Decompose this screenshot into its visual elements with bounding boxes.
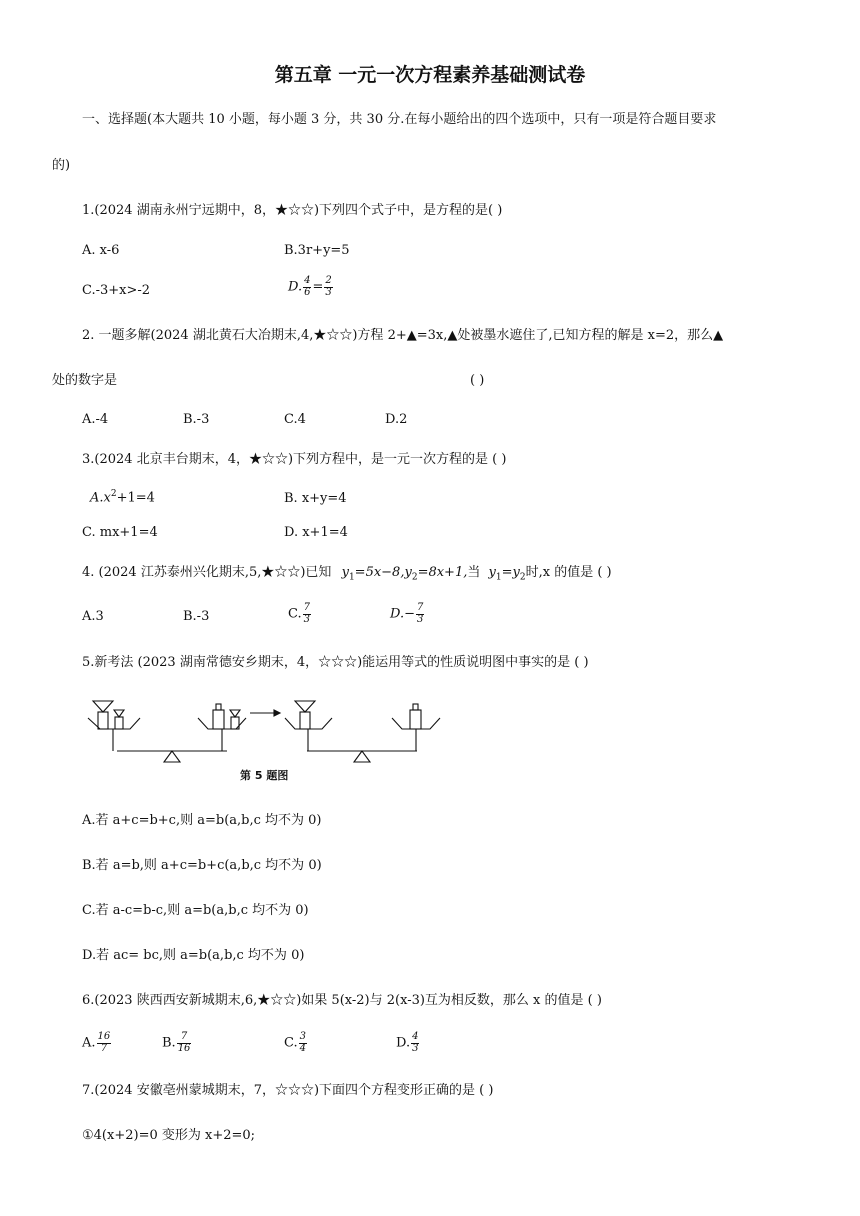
q6-c-den: 4 xyxy=(299,1042,306,1054)
q6-a-den: 7 xyxy=(100,1042,108,1054)
q3-a-rest: +1=4 xyxy=(116,490,155,506)
q2-stem-cont: 处的数字是 xyxy=(52,373,118,388)
page-title: 第五章 一元一次方程素养基础测试卷 xyxy=(274,64,586,86)
q4-post: 时,x 的值是 ( ) xyxy=(525,565,612,580)
q4-d-frac xyxy=(416,603,424,625)
q4-option-a: A.3 xyxy=(82,609,104,624)
q5-option-a: A.若 a+c=b+c,则 a=b(a,b,c 均不为 0) xyxy=(82,813,322,828)
q6-b-num: 7 xyxy=(177,1032,192,1044)
q4-y2b: y xyxy=(512,565,520,580)
q4-c-frac xyxy=(303,603,311,625)
q7-stem: 7.(2024 安徽亳州蒙城期末，7，☆☆☆)下面四个方程变形正确的是 ( ) xyxy=(82,1083,494,1098)
left-scale-drawing xyxy=(88,701,246,762)
q6-option-a xyxy=(82,1032,112,1054)
q3-a-prefix: A.x xyxy=(90,490,111,506)
q4-y2-sub: 2 xyxy=(411,572,418,583)
q1-option-d xyxy=(288,276,334,298)
q4-y1-sub: 1 xyxy=(348,572,355,583)
q6-c-frac xyxy=(299,1032,307,1054)
q6-d-den: 3 xyxy=(412,1042,419,1054)
q1-stem: 1.(2024 湖南永州宁远期中，8，★☆☆)下列四个式子中，是方程的是( ) xyxy=(82,203,503,218)
q1-d-frac1-num: 4 xyxy=(304,275,311,286)
q1-d-prefix: D. xyxy=(288,279,303,295)
q7-item-1: ①4(x+2)=0 变形为 x+2=0; xyxy=(82,1128,256,1143)
q4-c-den: 3 xyxy=(303,613,310,625)
q6-b-prefix: B. xyxy=(162,1035,176,1051)
q4-option-b: B.-3 xyxy=(183,609,210,624)
q4-y1b: y xyxy=(488,565,496,580)
section-heading-cont: 的) xyxy=(52,158,71,173)
q1-d-frac1-den: 6 xyxy=(304,286,311,298)
q6-stem: 6.(2023 陕西西安新城期末,6,★☆☆)如果 5(x-2)与 2(x-3)互为相反数，那么 x 的值是 ( ) xyxy=(82,993,602,1008)
q5-option-b: B.若 a=b,则 a+c=b+c(a,b,c 均不为 0) xyxy=(82,858,322,873)
q4-y2b-sub: 2 xyxy=(519,572,526,583)
q4-y1: y xyxy=(341,565,349,580)
section-heading: 一、选择题(本大题共 10 小题，每小题 3 分，共 30 分.在每小题给出的四个选项中，只有一项是符合题目要求 xyxy=(82,112,717,127)
q3-option-d: D. x+1=4 xyxy=(284,525,348,540)
q6-b-frac xyxy=(177,1032,192,1054)
q2-option-d: D.2 xyxy=(385,412,408,427)
q4-eq2: =8x+1, xyxy=(417,565,468,580)
q4-c-prefix: C. xyxy=(288,606,302,622)
q2-stem: 2. 一题多解(2024 湖北黄石大冶期末,4,★☆☆)方程 2+▲=3x,▲处被墨水遮住了,已知方程的解是 x=2，那么▲ xyxy=(82,328,724,343)
q5-stem: 5.新考法 (2023 湖南常德安乡期末，4，☆☆☆)能运用等式的性质说明图中事实的是 ( ) xyxy=(82,655,589,670)
q3-stem: 3.(2024 北京丰台期末，4，★☆☆)下列方程中，是一元一次方程的是 ( ) xyxy=(82,452,507,467)
q5-figure-caption: 第 5 题图 xyxy=(240,769,289,782)
q4-y2: y xyxy=(404,565,412,580)
q6-a-num: 16 xyxy=(97,1031,111,1042)
q6-a-prefix: A. xyxy=(82,1035,96,1051)
right-scale-drawing xyxy=(285,701,440,762)
q2-option-c: C.4 xyxy=(284,412,306,427)
q2-answer-paren: ( ) xyxy=(470,373,485,388)
q4-eq1: =5x−8, xyxy=(354,565,405,580)
q4-stem: 4. (2024 江苏泰州兴化期末,5,★☆☆)已知 $y_1=5x-8,y_2=8x+1$,当 $y_1=y_2$时,x 的值是 ( ) xyxy=(82,565,612,583)
q4-option-d xyxy=(390,603,425,625)
q2-option-a: A.-4 xyxy=(82,412,109,427)
q6-option-d xyxy=(396,1032,420,1054)
q6-a-frac xyxy=(97,1032,112,1054)
q4-c-num: 7 xyxy=(303,602,310,613)
q6-c-num: 3 xyxy=(299,1031,306,1042)
q6-c-prefix: C. xyxy=(284,1035,298,1051)
q4-option-c xyxy=(288,603,312,625)
q4-d-num: 7 xyxy=(416,602,424,613)
q6-option-b xyxy=(162,1032,192,1054)
q3-a-sup: 2 xyxy=(110,489,117,499)
q6-d-prefix: D. xyxy=(396,1035,411,1051)
q4-mid: 当 xyxy=(467,565,481,580)
q4-d-den: 3 xyxy=(416,613,424,625)
q2-option-b: B.-3 xyxy=(183,412,210,427)
q3-option-a xyxy=(90,490,155,504)
q1-d-frac1 xyxy=(303,276,311,298)
q1-d-frac2-num: 2 xyxy=(325,275,332,286)
q6-b-den: 16 xyxy=(177,1042,191,1054)
q5-option-c: C.若 a-c=b-c,则 a=b(a,b,c 均不为 0) xyxy=(82,903,309,918)
balance-scale-figure xyxy=(82,698,452,768)
q3-option-c: C. mx+1=4 xyxy=(82,525,158,540)
q5-option-d: D.若 ac= bc,则 a=b(a,b,c 均不为 0) xyxy=(82,948,305,963)
q6-d-num: 4 xyxy=(412,1031,419,1042)
q3-option-b: B. x+y=4 xyxy=(284,491,347,506)
q4-d-prefix: D.− xyxy=(390,606,415,622)
q1-d-frac2-den: 3 xyxy=(325,286,332,298)
q1-d-eq: = xyxy=(312,279,324,295)
q1-option-a: A. x-6 xyxy=(82,243,120,258)
q1-d-frac2 xyxy=(324,276,332,298)
q1-option-c: C.-3+x>-2 xyxy=(82,283,151,298)
q1-option-b: B.3r+y=5 xyxy=(284,243,350,258)
q6-option-c xyxy=(284,1032,308,1054)
q6-d-frac xyxy=(411,1032,419,1054)
q4-y1b-sub: 1 xyxy=(495,572,502,583)
q4-pre: 4. (2024 江苏泰州兴化期末,5,★☆☆)已知 xyxy=(82,565,332,580)
